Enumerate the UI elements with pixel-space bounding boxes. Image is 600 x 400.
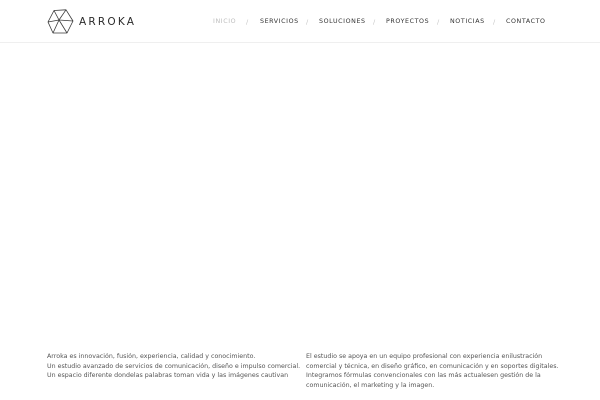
intro-right-line: Integramos fórmulas convencionales con las más actualesen gestión de la bbox=[306, 372, 541, 380]
site-header bbox=[0, 0, 600, 43]
intro-right-line: comercial y técnica, en diseño gráfico, en comunicación y en soportes digitales. bbox=[306, 362, 559, 370]
nav-item-noticias[interactable]: NOTICIAS bbox=[450, 18, 485, 25]
intro-left-text bbox=[47, 352, 300, 381]
nav-item-soluciones[interactable]: SOLUCIONES bbox=[319, 18, 366, 25]
intro-left-line: Un espacio diferente dondelas palabras toman vida y las imágenes cautivan bbox=[47, 372, 289, 380]
nav-item-inicio[interactable]: INICIO bbox=[213, 18, 237, 25]
intro-left-line: Arroka es innovación, fusión, experiencia, calidad y conocimiento. bbox=[47, 353, 256, 360]
nav-item-contacto[interactable]: CONTACTO bbox=[506, 18, 546, 25]
intro-left-line: Un estudio avanzado de servicios de comunicación, diseño e impulso comercial. bbox=[47, 362, 301, 370]
intro-right-line: comunicación, el marketing y la imagen. bbox=[306, 381, 435, 389]
nav-separator: / bbox=[437, 18, 440, 26]
nav-separator: / bbox=[246, 18, 249, 26]
logo-text: ARROKA bbox=[79, 15, 137, 28]
nav-separator: / bbox=[493, 18, 496, 26]
nav-separator: / bbox=[306, 18, 309, 26]
nav-item-servicios[interactable]: SERVICIOS bbox=[260, 18, 299, 25]
nav-separator: / bbox=[373, 18, 376, 26]
main-nav bbox=[0, 17, 600, 27]
intro-right-line: El estudio se apoya en un equipo profesional con experiencia enilustración bbox=[306, 353, 543, 360]
nav-item-proyectos[interactable]: PROYECTOS bbox=[386, 18, 430, 25]
intro-right-text bbox=[306, 352, 558, 390]
